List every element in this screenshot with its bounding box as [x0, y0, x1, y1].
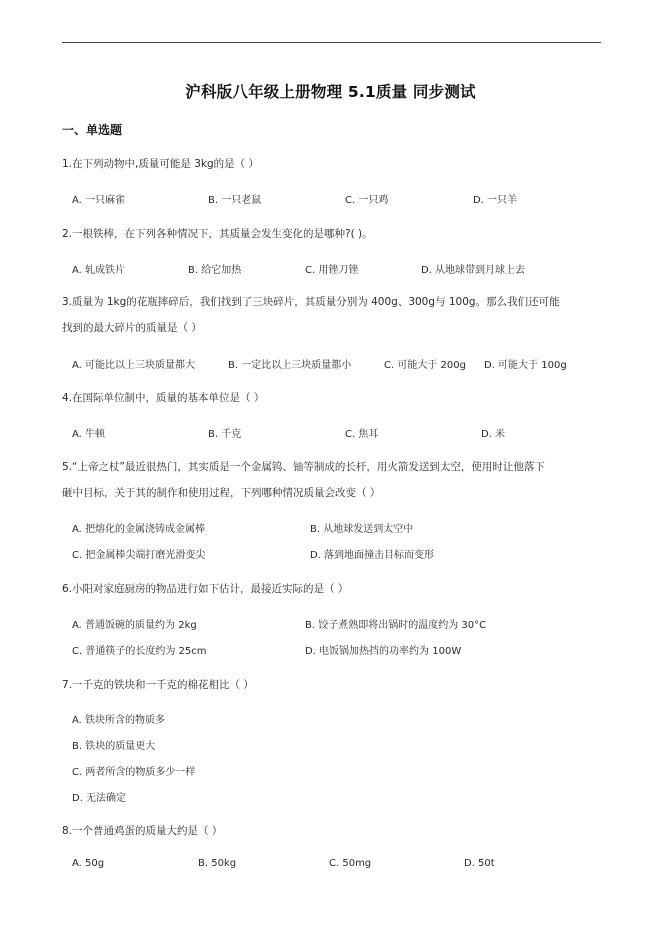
option: B. 铁块的质量更大 — [72, 741, 156, 752]
option: A. 把熔化的金属浇铸成金属棒 — [72, 524, 206, 535]
option: B. 从地球发送到太空中 — [310, 524, 414, 535]
option: C. 两者所含的物质多少一样 — [72, 767, 196, 778]
option: D. 落到地面撞击目标而变形 — [310, 550, 435, 561]
page-title: 沪科版八年级上册物理 5.1质量 同步测试 — [185, 83, 476, 101]
option: D. 无法确定 — [72, 793, 127, 804]
question-stem: 1.在下列动物中,质量可能是 3kg的是（ ） — [62, 158, 259, 170]
option: A. 牛顿 — [72, 429, 106, 440]
option: A. 轧成铁片 — [72, 265, 126, 276]
option: D. 50t — [464, 858, 495, 869]
option: B. 饺子煮熟即将出锅时的温度约为 30°C — [305, 620, 487, 631]
option: A. 可能比以上三块质量都大 — [72, 360, 196, 371]
question-stem: 2.一根铁棒，在下列各种情况下，其质量会发生变化的是哪种?( )。 — [62, 228, 373, 240]
option: C. 50mg — [329, 858, 372, 869]
question-stem: 3.质量为 1kg的花瓶摔碎后，我们找到了三块碎片，其质量分别为 400g、300g与 100g。那么我们还可能 — [62, 296, 560, 308]
option: C. 普通筷子的长度约为 25cm — [72, 646, 207, 657]
option: C. 用锉刀锉 — [305, 265, 359, 276]
option: A. 50g — [72, 858, 105, 869]
option: A. 一只麻雀 — [72, 195, 126, 206]
option: C. 焦耳 — [345, 429, 379, 440]
question-stem: 6.小阳对家庭厨房的物品进行如下估计，最接近实际的是（ ） — [62, 583, 349, 595]
question-stem: 7.一千克的铁块和一千克的棉花相比（ ） — [62, 679, 254, 691]
question-stem: 砸中目标，关于其的制作和使用过程，下列哪种情况质量会改变（ ） — [62, 487, 381, 499]
option: B. 千克 — [208, 429, 242, 440]
option: A. 普通饭碗的质量约为 2kg — [72, 620, 197, 631]
option: B. 给它加热 — [188, 265, 242, 276]
header-rule — [62, 42, 601, 43]
option: D. 电饭锅加热挡的功率约为 100W — [305, 646, 462, 657]
option: B. 50kg — [198, 858, 237, 869]
option: D. 一只羊 — [473, 195, 518, 206]
option: A. 铁块所含的物质多 — [72, 715, 166, 726]
question-stem: 找到的最大碎片的质量是（ ） — [62, 322, 202, 334]
section-heading: 一、单选题 — [62, 123, 123, 137]
question-stem: 4.在国际单位制中，质量的基本单位是（ ） — [62, 392, 265, 404]
option: C. 可能大于 200g — [384, 360, 466, 371]
question-stem: 8.一个普通鸡蛋的质量大约是（ ） — [62, 825, 223, 837]
question-stem: 5.“上帝之杖”最近很热门，其实质是一个金属钨、铀等制成的长杆，用火箭发送到太空，使用时让他落下 — [62, 461, 545, 473]
option: D. 可能大于 100g — [484, 360, 567, 371]
option: B. 一只老鼠 — [208, 195, 262, 206]
option: D. 米 — [481, 429, 506, 440]
option: C. 把金属棒尖端打磨光滑变尖 — [72, 550, 206, 561]
option: B. 一定比以上三块质量都小 — [228, 360, 352, 371]
option: C. 一只鸡 — [345, 195, 389, 206]
option: D. 从地球带到月球上去 — [421, 265, 526, 276]
